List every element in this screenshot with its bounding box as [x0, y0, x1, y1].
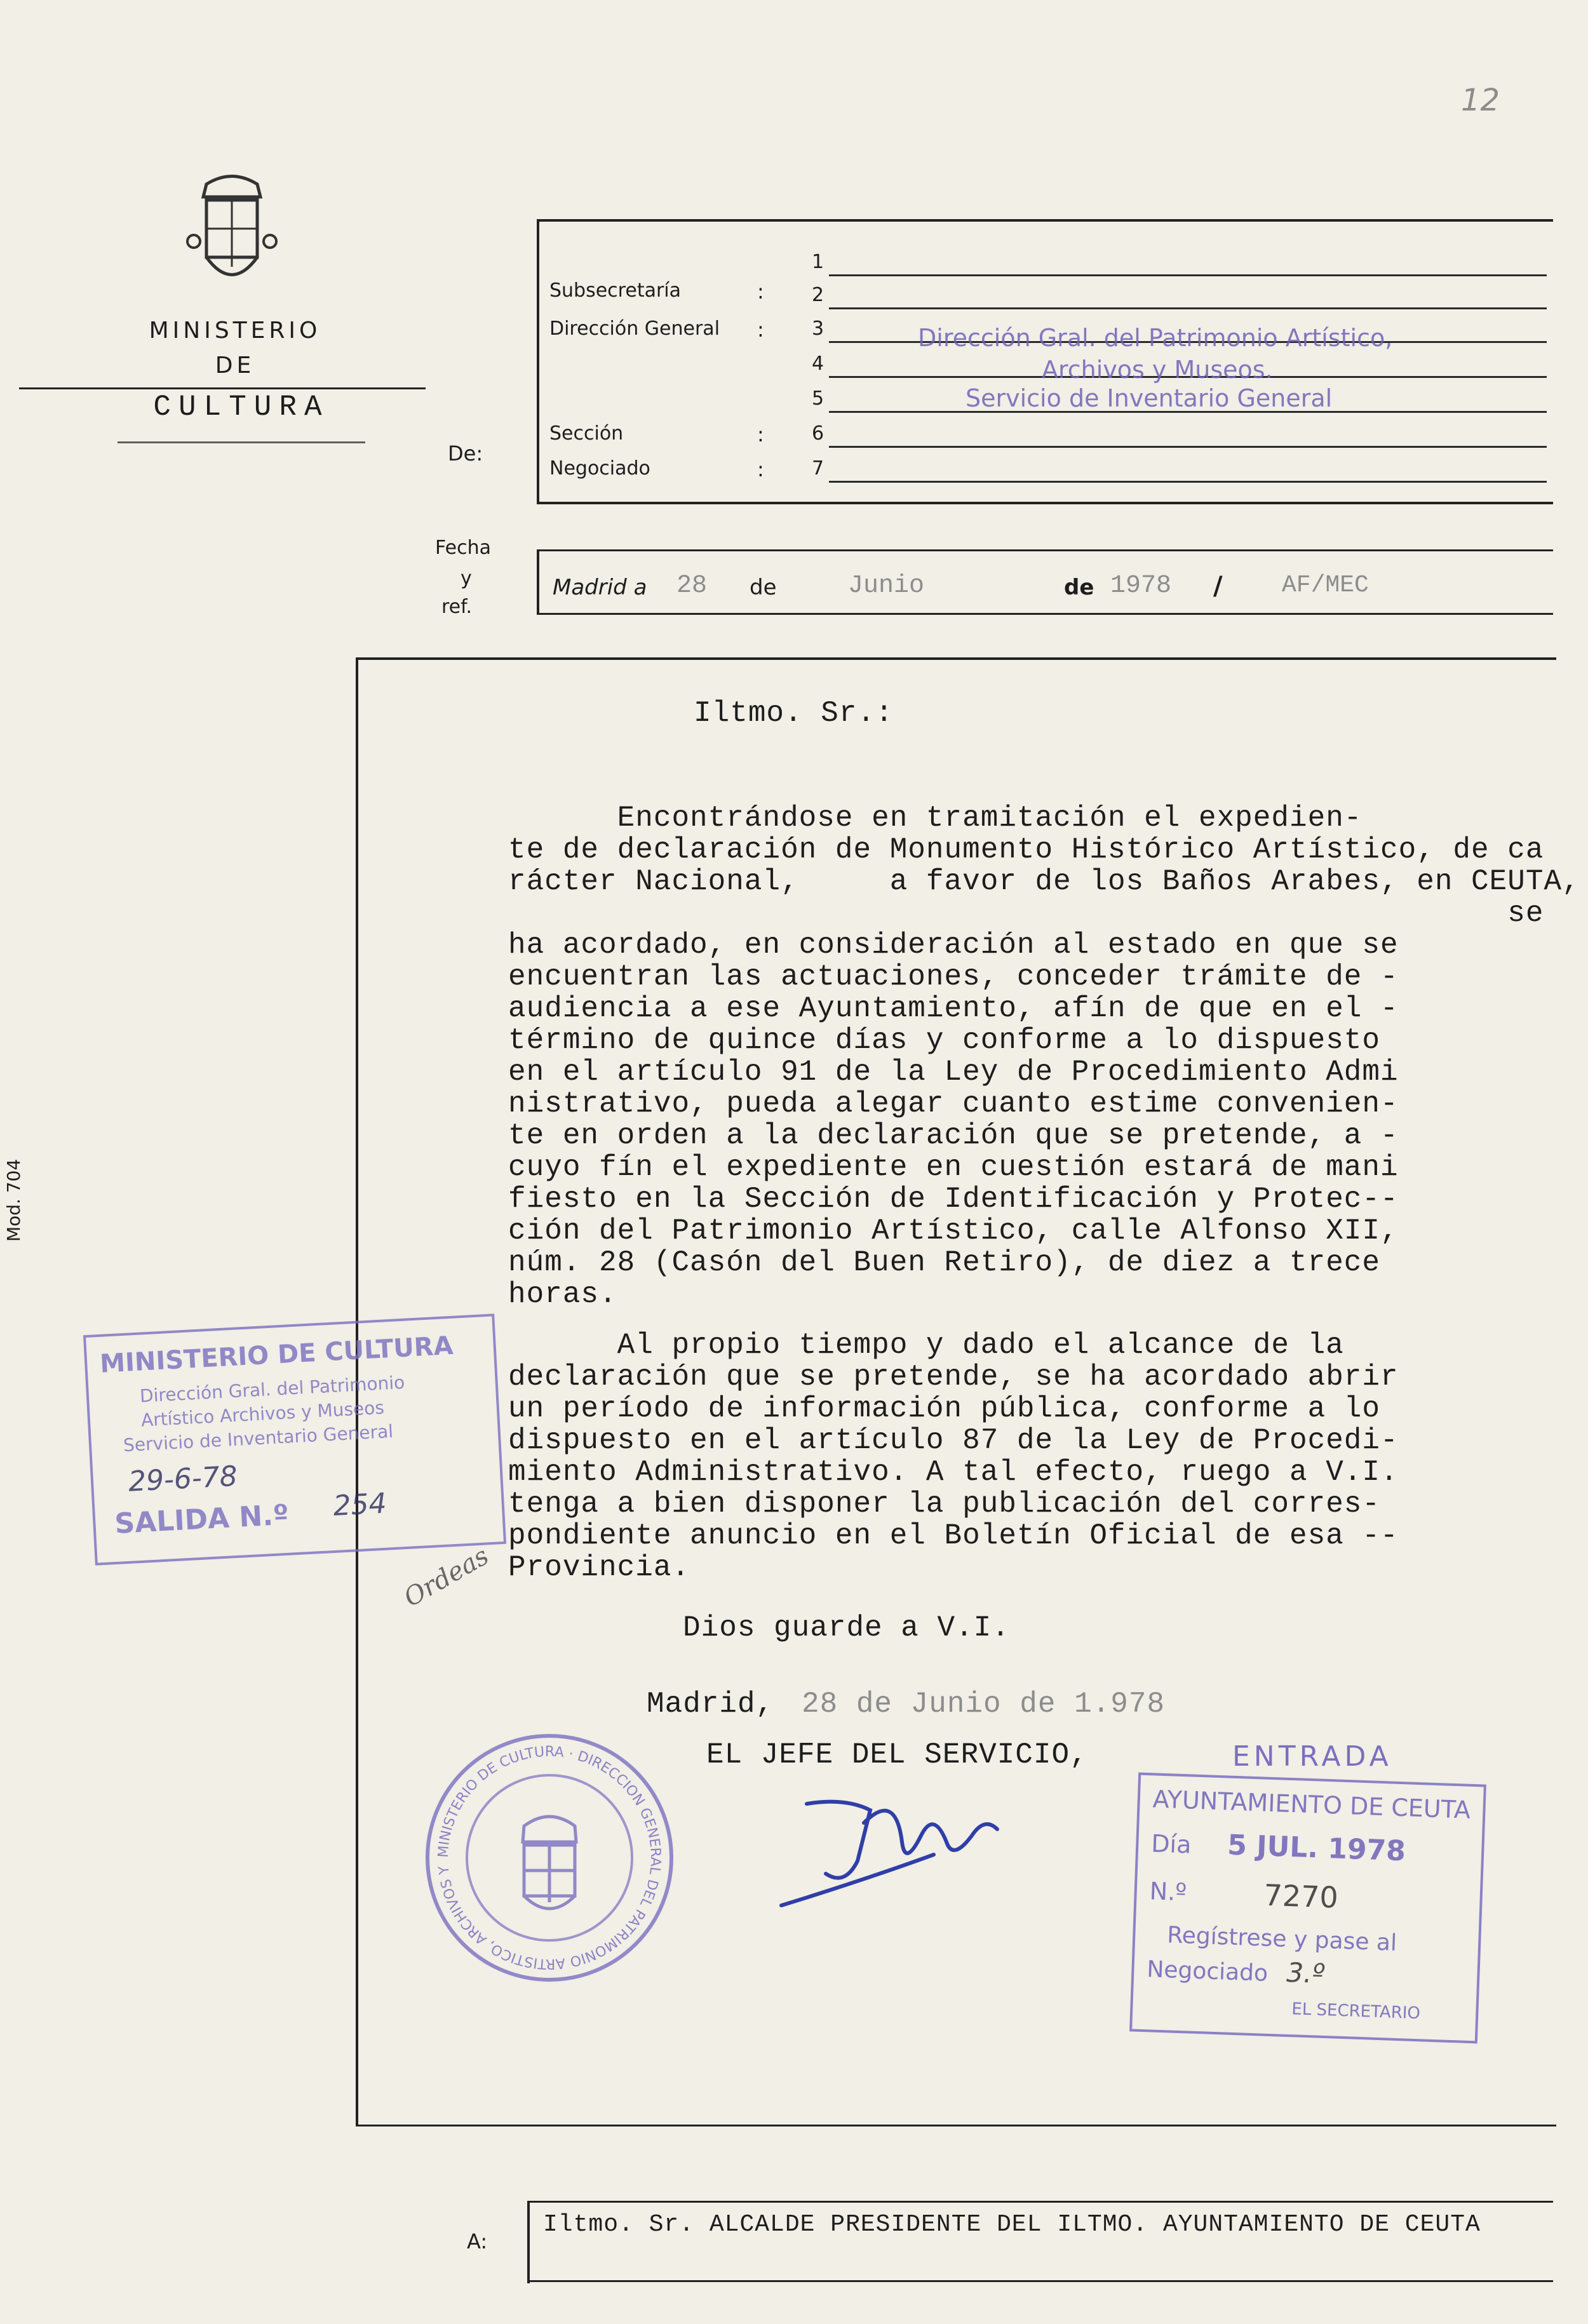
ministry-rule	[19, 387, 426, 389]
sender-frame-left	[537, 219, 539, 502]
blank-line-1	[829, 274, 1547, 276]
stamp-entrada-negociado: Negociado	[1146, 1956, 1268, 1987]
stamp-salida-line1: MINISTERIO DE CULTURA	[99, 1331, 454, 1379]
place-date-rest: 28 de Junio de 1.978	[802, 1688, 1166, 1721]
sender-stamp-line3: Servicio de Inventario General	[966, 384, 1333, 412]
line-number-7: 7	[812, 457, 824, 480]
line-number-4: 4	[812, 353, 824, 375]
p2-line: declaración que se pretende, se ha acordado abrir	[508, 1360, 1399, 1394]
colon-1: :	[757, 279, 764, 304]
p1-line: encuentran las actuaciones, conceder trámite de -	[508, 960, 1399, 993]
ministry-line3: CULTURA	[153, 391, 330, 424]
date-month: Junio	[848, 572, 925, 600]
recipient-text: Iltmo. Sr. ALCALDE PRESIDENTE DEL ILTMO. AYUNTAMIENTO DE CEUTA	[543, 2211, 1481, 2238]
closing: Dios guarde a V.I.	[683, 1611, 1010, 1644]
p1-line: Encontrándose en tramitación el expedien-	[508, 802, 1363, 835]
p2-line: miento Administrativo. A tal efecto, ruego a V.I.	[508, 1456, 1399, 1489]
signature-icon	[769, 1766, 1035, 1918]
blank-line-7	[829, 481, 1547, 483]
place-date-city: Madrid,	[647, 1688, 774, 1721]
stamp-salida	[83, 1313, 506, 1565]
sender-stamp-line1: Dirección Gral. del Patrimonio Artístico,	[918, 324, 1393, 352]
y-label: y	[461, 567, 472, 589]
blank-line-2	[829, 307, 1547, 309]
p2-line: Al propio tiempo y dado el alcance de la	[508, 1329, 1344, 1362]
ministry-line1: MINISTERIO	[149, 318, 321, 344]
page-number: 12	[1461, 83, 1500, 118]
date-frame-top	[537, 549, 1553, 551]
stamp-entrada-negociado-value: 3.º	[1286, 1956, 1326, 1989]
p1-line: ción del Patrimonio Artístico, calle Alfonso XII,	[508, 1214, 1399, 1247]
sender-stamp-line2: Archivos y Museos.	[1042, 356, 1273, 384]
p1-line: fiesto en la Sección de Identificación y Protec--	[508, 1183, 1399, 1216]
p1-line: ha acordado, en consideración al estado en que se	[508, 929, 1399, 962]
salutation: Iltmo. Sr.:	[694, 697, 894, 730]
p2-line: tenga a bien disponer la publicación del corres-	[508, 1488, 1381, 1521]
negociado-label: Negociado	[549, 457, 650, 480]
blank-line-6	[829, 446, 1547, 448]
stamp-entrada-title: ENTRADA	[1232, 1740, 1392, 1773]
recipient-label: A:	[467, 2229, 488, 2253]
line-number-2: 2	[812, 284, 824, 306]
p2-line: Provincia.	[508, 1551, 690, 1584]
stamp-entrada-no-label: N.º	[1149, 1877, 1187, 1907]
colon-2: :	[757, 318, 764, 342]
stamp-salida-line2: Dirección Gral. del Patrimonio	[139, 1371, 405, 1407]
date-city: Madrid a	[553, 575, 647, 600]
colon-3: :	[757, 422, 764, 447]
signatory: EL JEFE DEL SERVICIO,	[706, 1738, 1088, 1771]
round-seal-icon	[422, 1731, 676, 1985]
subsecretaria-label: Subsecretaría	[549, 279, 682, 302]
stamp-entrada-number: 7270	[1263, 1877, 1339, 1915]
stamp-entrada-date: 5 JUL. 1978	[1227, 1829, 1406, 1868]
date-de2: de	[1064, 575, 1094, 600]
p1-line: nistrativo, pueda alegar cuanto estime convenien-	[508, 1087, 1399, 1120]
date-de1: de	[750, 575, 777, 600]
date-day: 28	[676, 572, 708, 600]
body-frame-bottom	[356, 2125, 1556, 2126]
p1-line: horas.	[508, 1278, 617, 1311]
p1-line: se	[508, 897, 1544, 930]
line-number-1: 1	[812, 251, 824, 273]
stamp-entrada-registrese: Regístrese y pase al	[1166, 1922, 1397, 1956]
sender-frame-top	[537, 219, 1553, 222]
p1-line: cuyo fín el expediente en cuestión estará de mani	[508, 1151, 1399, 1184]
p2-line: pondiente anuncio en el Boletín Oficial de esa --	[508, 1519, 1399, 1552]
stamp-salida-date: 29-6-78	[127, 1460, 238, 1498]
round-seal-text: MINISTERIO DE CULTURA · DIRECCION GENERAL DEL PATRIMONIO ARTISTICO, ARCHIVOS Y	[435, 1743, 664, 1972]
line-number-5: 5	[812, 387, 824, 410]
p1-line: te en orden a la declaración que se pretende, a -	[508, 1119, 1399, 1152]
stamp-salida-line4: Servicio de Inventario General	[123, 1420, 394, 1456]
sender-frame-mid	[537, 502, 1553, 504]
ministry-rule-dashed	[118, 441, 365, 443]
stamp-salida-line3: Artístico Archivos y Museos	[140, 1397, 385, 1431]
date-frame-left	[537, 549, 539, 613]
p1-line: en el artículo 91 de la Ley de Procedimiento Admi	[508, 1056, 1399, 1089]
coat-of-arms-icon	[181, 171, 283, 299]
ref-label: ref.	[441, 596, 473, 618]
p1-line: te de declaración de Monumento Histórico Artístico, de ca	[508, 833, 1544, 866]
line-number-3: 3	[812, 318, 824, 340]
svg-text:MINISTERIO DE CULTURA · DIRECC	[422, 1731, 663, 1971]
direccion-label: Dirección General	[549, 318, 720, 340]
date-year: 1978	[1110, 572, 1172, 600]
p1-line: término de quince días y conforme a lo dispuesto	[508, 1024, 1381, 1057]
stamp-salida-number: 254	[332, 1487, 387, 1522]
recipient-frame-left	[527, 2201, 530, 2283]
p1-line: núm. 28 (Casón del Buen Retiro), de diez a trece	[508, 1246, 1381, 1279]
p1-line: audiencia a ese Ayuntamiento, afín de que en el -	[508, 992, 1399, 1025]
fecha-label: Fecha	[435, 537, 491, 559]
date-slash: /	[1213, 572, 1223, 601]
stamp-entrada	[1129, 1773, 1486, 2044]
body-frame-top	[356, 657, 1556, 660]
colon-4: :	[757, 457, 764, 481]
recipient-frame-bottom	[527, 2280, 1553, 2282]
stamp-salida-label: SALIDA N.º	[114, 1498, 290, 1540]
date-ref: AF/MEC	[1282, 572, 1369, 599]
margin-note: Ordeas	[399, 1541, 494, 1613]
date-frame-bottom	[537, 613, 1553, 615]
ministry-line2: DE	[215, 353, 255, 379]
p2-line: un período de información pública, conforme a lo	[508, 1392, 1381, 1425]
stamp-entrada-line1: AYUNTAMIENTO DE CEUTA	[1152, 1785, 1471, 1824]
recipient-frame-top	[527, 2201, 1553, 2203]
stamp-entrada-footer: EL SECRETARIO	[1291, 1999, 1421, 2024]
side-label: Mod. 704	[3, 1159, 24, 1242]
line-number-6: 6	[812, 422, 824, 445]
de-label: De:	[448, 441, 483, 466]
p2-line: dispuesto en el artículo 87 de la Ley de Procedi-	[508, 1424, 1399, 1457]
p1-line: rácter Nacional, a favor de los Baños Arabes, en CEUTA,	[508, 865, 1580, 898]
seccion-label: Sección	[549, 422, 624, 445]
stamp-entrada-dia-label: Día	[1150, 1829, 1192, 1859]
round-seal	[422, 1731, 676, 1985]
